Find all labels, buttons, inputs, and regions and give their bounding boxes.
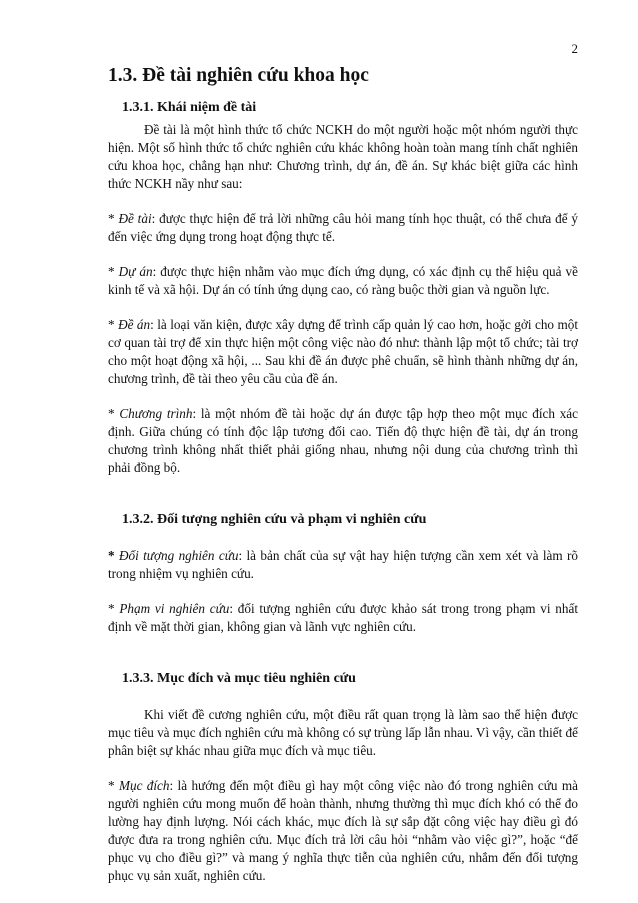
term: Đối tượng nghiên cứu	[118, 548, 239, 563]
bullet: *	[108, 548, 119, 563]
definition-du-an	[108, 263, 578, 299]
definition-de-tai	[108, 210, 578, 246]
definition-pham-vi	[108, 600, 578, 636]
subsection-heading-1-3-1: 1.3.1. Khái niệm đề tài	[122, 100, 257, 115]
bullet: *	[108, 317, 119, 332]
term: Đề án	[118, 317, 151, 332]
bullet: *	[108, 211, 119, 226]
definition-text: : là loại văn kiện, được xây dựng để trình cấp quản lý cao hơn, hoặc gởi cho một cơ quan tài trợ để xin thực hiện một công việc nào đó như: thành lập một tổ chức; tài trợ cho một hoạt động xã hội, ... Sau khi đề án được phê chuẩn, sẽ hình thành những dự án, chương trình, đề tài theo yêu cầu của đề án.	[108, 317, 578, 386]
term: Chương trình	[119, 406, 193, 421]
bullet: *	[108, 406, 120, 421]
section-title: 1.3. Đề tài nghiên cứu khoa học	[108, 65, 369, 86]
term: Dự án	[118, 264, 153, 279]
page-number: 2	[571, 41, 578, 56]
term: Đề tài	[118, 211, 152, 226]
page-content	[108, 56, 578, 885]
definition-text: : đối tượng nghiên cứu được khảo sát trong trong phạm vi nhất định về mặt thời gian, không gian và lãnh vực nghiên cứu.	[108, 601, 578, 634]
term: Mục đích	[118, 778, 170, 793]
subsection-heading-1-3-2: 1.3.2. Đối tượng nghiên cứu và phạm vi nghiên cứu	[122, 512, 427, 527]
intro-paragraph-3: Khi viết đề cương nghiên cứu, một điều rất quan trọng là làm sao thể hiện được mục tiêu và mục đích nghiên cứu mà không có sự trùng lấp lẫn nhau. Vì vậy, cần thiết để phân biệt sự khác nhau giữa mục đích và mục tiêu.	[108, 707, 578, 758]
subsection-heading-1-3-3: 1.3.3. Mục đích và mục tiêu nghiên cứu	[122, 671, 356, 686]
definition-text: : được thực hiện để trả lời những câu hỏi mang tính học thuật, có thể chưa để ý đến việc ứng dụng trong hoạt động thực tế.	[108, 211, 579, 244]
definition-text: : là bản chất của sự vật hay hiện tượng cần xem xét và làm rõ trong nhiệm vụ nghiên cứu.	[108, 548, 578, 581]
bullet: *	[108, 601, 120, 616]
definition-text: : là hướng đến một điều gì hay một công việc nào đó trong nghiên cứu mà người nghiên cứu mong muốn để hoàn thành, nhưng thường thì mục đích khó có thể đo lường hay định lượng. Nói cách khác, mục đích là sự sắp đặt công việc hay điều gì đó được đưa ra trong nghiên cứu. Mục đích trả lời câu hỏi “nhằm vào việc gì?”, hoặc “để phục vụ cho điều gì?” và mang ý nghĩa thực tiễn của nghiên cứu, nhắm đến đối tượng phục vụ sản xuất, nghiên cứu.	[108, 778, 579, 883]
bullet: *	[108, 264, 119, 279]
term: Phạm vi nghiên cứu	[119, 601, 230, 616]
definition-muc-dich	[108, 777, 578, 885]
definition-text: : là một nhóm đề tài hoặc dự án được tập hợp theo một mục đích xác định. Giữa chúng có tính độc lập tương đối cao. Tiến độ thực hiện đề tài, dự án trong chương trình không nhất thiết phải giống nhau, nhưng nội dung của chương trình thì phải đồng bộ.	[108, 406, 579, 475]
definition-chuong-trinh	[108, 405, 578, 477]
definition-doi-tuong	[108, 547, 578, 583]
definition-text: : được thực hiện nhằm vào mục đích ứng dụng, có xác định cụ thể hiệu quả về kinh tế và xã hội. Dự án có tính ứng dụng cao, có ràng buộc thời gian và nguồn lực.	[108, 264, 578, 297]
intro-paragraph-1: Đề tài là một hình thức tổ chức NCKH do một người hoặc một nhóm người thực hiện. Một số hình thức tổ chức nghiên cứu khác không hoàn toàn mang tính chất nghiên cứu khoa học, chẳng hạn như: Chương trình, dự án, đề án. Sự khác biệt giữa các hình thức NCKH nầy như sau:	[108, 122, 578, 191]
bullet: *	[108, 778, 119, 793]
definition-de-an	[108, 316, 578, 388]
